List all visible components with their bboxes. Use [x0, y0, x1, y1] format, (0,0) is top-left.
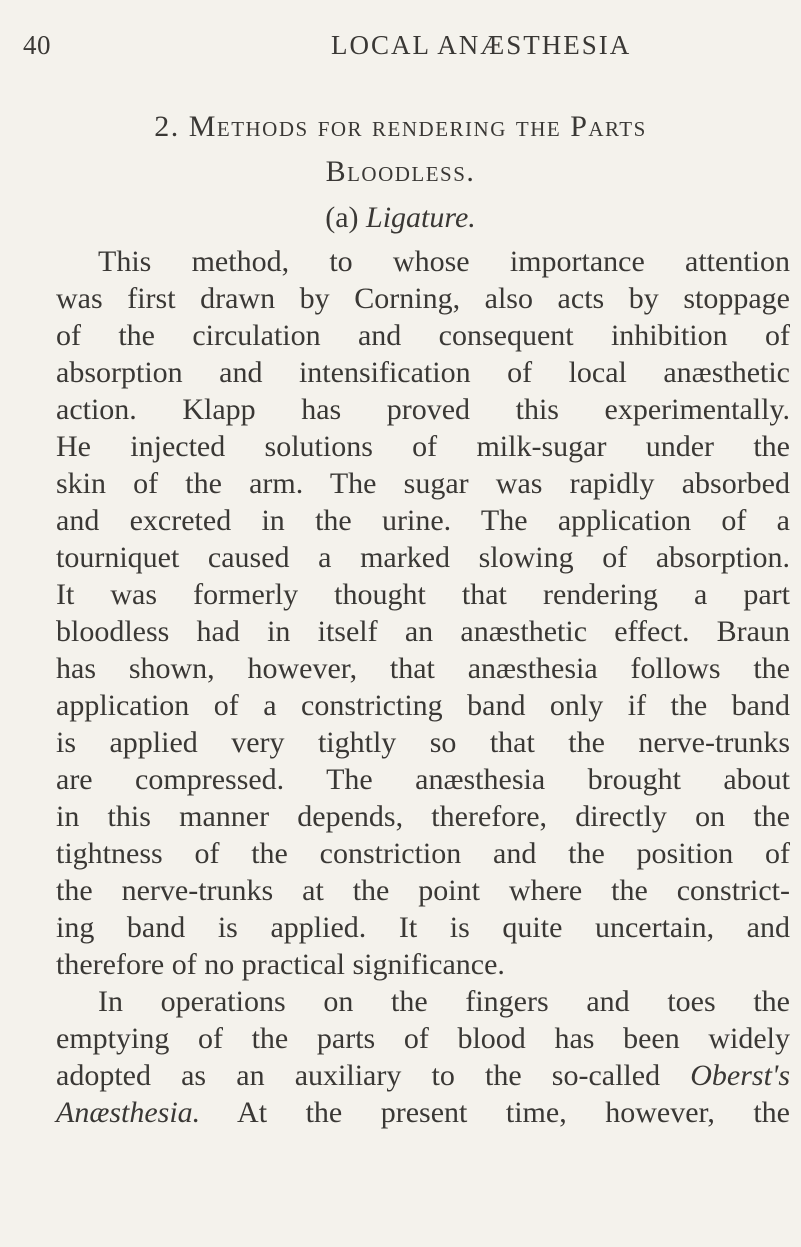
running-title: LOCAL ANÆSTHESIA	[331, 30, 632, 60]
italic-term: Oberst's	[690, 1059, 790, 1092]
paragraph-line: absorption and intensification of local anæsthetic	[56, 356, 790, 389]
paragraph-line: It was formerly thought that rendering a part	[56, 578, 790, 611]
subsection-label: (a)	[325, 201, 359, 234]
paragraph-line: He injected solutions of milk-sugar under the	[56, 430, 790, 463]
line-text: At the present time, however, the	[200, 1096, 790, 1129]
paragraph-line	[56, 1095, 790, 1131]
paragraph-line	[56, 1058, 790, 1094]
paragraph-line: is applied very tightly so that the nerve-trunks	[56, 726, 790, 759]
paragraph-line: has shown, however, that anæsthesia follows the	[56, 652, 790, 685]
paragraph-line: the nerve-trunks at the point where the constrict-	[56, 874, 790, 907]
paragraph-line: In operations on the fingers and toes the	[98, 985, 790, 1018]
paragraph-line: ing band is applied. It is quite uncertain, and	[56, 911, 790, 944]
subsection-title: Ligature.	[366, 201, 476, 234]
paragraph-line: in this manner depends, therefore, directly on the	[56, 800, 790, 833]
paragraph-line: emptying of the parts of blood has been widely	[56, 1022, 790, 1055]
paragraph-line: action. Klapp has proved this experimentally.	[56, 393, 790, 426]
paragraph-line: This method, to whose importance attention	[98, 245, 790, 278]
paragraph-line: tightness of the constriction and the position of	[56, 837, 790, 870]
section-heading: 2. Methods for rendering the Parts	[154, 110, 647, 143]
page-number: 40	[23, 30, 51, 60]
italic-term: Anæsthesia.	[56, 1096, 201, 1129]
paragraph-line: are compressed. The anæsthesia brought about	[56, 763, 790, 796]
subsection-heading	[0, 201, 801, 235]
paragraph-line: was first drawn by Corning, also acts by stoppage	[56, 282, 790, 315]
section-heading-continued: Bloodless.	[325, 155, 476, 188]
paragraph-line: application of a constricting band only if the band	[56, 689, 790, 722]
paragraph-line: bloodless had in itself an anæsthetic effect. Braun	[56, 615, 790, 648]
line-text: adopted as an auxiliary to the so-called	[56, 1059, 691, 1092]
paragraph-line: therefore of no practical significance.	[56, 948, 505, 981]
paragraph-line: tourniquet caused a marked slowing of absorption.	[56, 541, 790, 574]
paragraph-line: skin of the arm. The sugar was rapidly absorbed	[56, 467, 790, 500]
paragraph-line: and excreted in the urine. The application of a	[56, 504, 790, 537]
paragraph-line: of the circulation and consequent inhibition of	[56, 319, 790, 352]
